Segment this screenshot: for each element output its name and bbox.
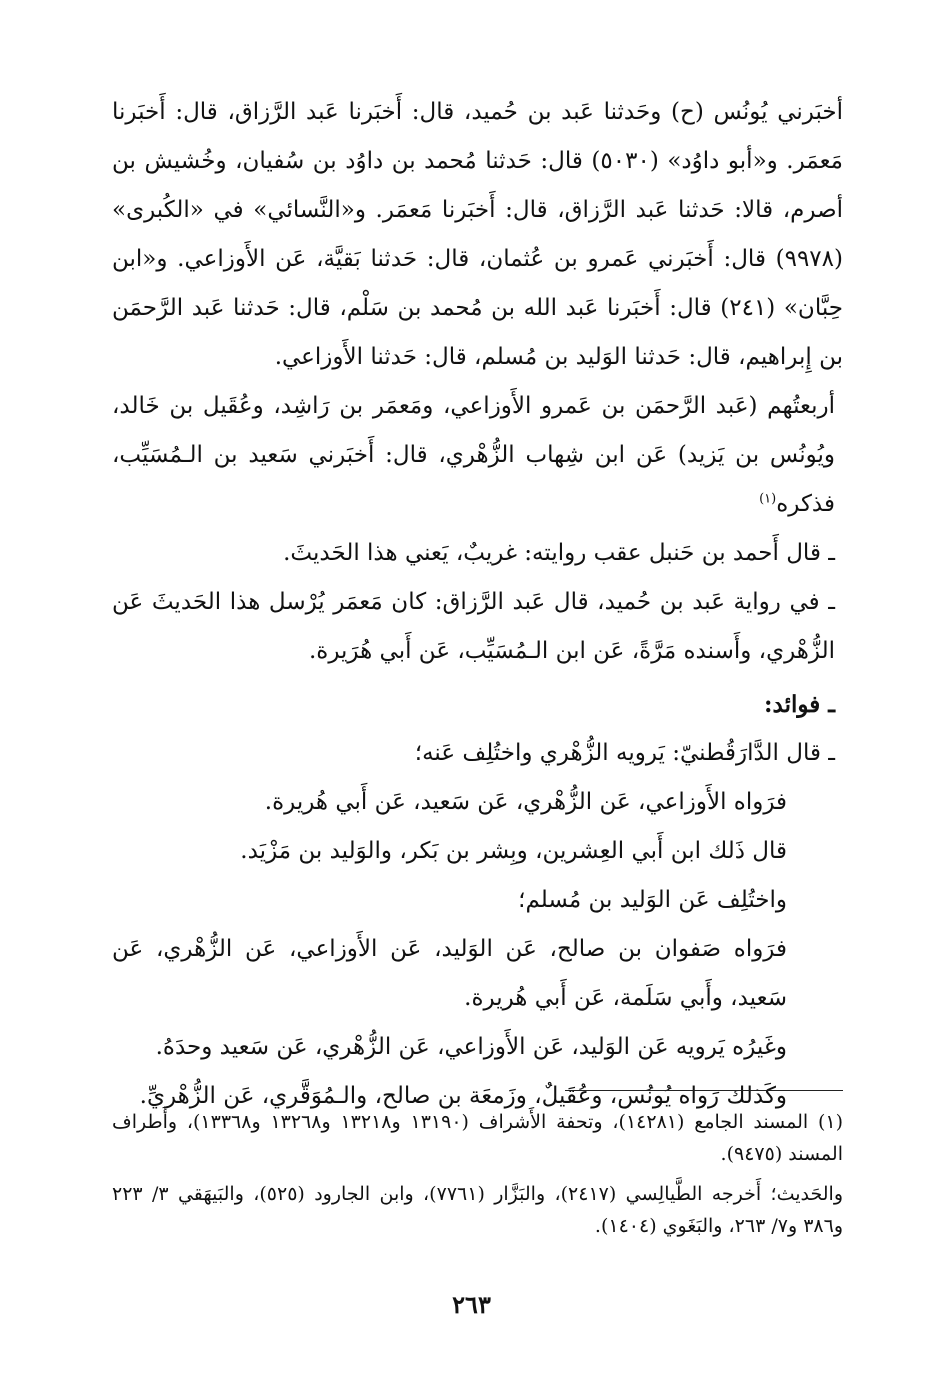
footnote-1-continuation: والحَديث؛ أَخرجه الطَّيالِسي (٢٤١٧)، والبَزَّار (٧٧٦١)، وابن الجارود (٥٢٥)، والبَيهَقي ٣/ ٢٢٣ و٣٨٦ و٧/ ٢٦٣، والبَغَوي (١٤٠٤). bbox=[112, 1183, 844, 1237]
awzai-riwaya-paragraph: فرَواه الأَوزاعي، عَن الزُّهْري، عَن سَعيد، عَن أَبي هُريرة. bbox=[264, 789, 787, 815]
benefits-heading: ـ فوائد: bbox=[764, 691, 835, 718]
footnotes bbox=[112, 1106, 843, 1242]
abd-riwaya-paragraph: ـ في رواية عَبد بن حُميد، قال عَبد الرَّزاق: كان مَعمَر يُرْسل هذا الحَديثَ عَن الزُّهْري، وأَسنده مَرَّةً، عَن ابن الـمُسَيِّب، عَن أَبي هُرَيرة. bbox=[112, 589, 835, 664]
daraqutni-paragraph: ـ قال الدَّارَقُطنيّ: يَرويه الزُّهْري واختُلِف عَنه؛ bbox=[414, 740, 835, 766]
yunus-riwaya-paragraph: وكَذلك رَواه يُونُس، وعُقَيلٌ، وزَمعَة بن صالح، والـمُوَقَّري، عَن الزُّهْريِّ. bbox=[139, 1083, 787, 1109]
footnote-divider bbox=[565, 1090, 843, 1091]
others-riwaya-paragraph: وغَيرُه يَرويه عَن الوَليد، عَن الأَوزاعي، عَن الزُّهْري، عَن سَعيد وحدَهُ. bbox=[155, 1034, 787, 1060]
chain-of-narration-paragraph: أخبَرني يُونُس (ح) وحَدثنا عَبد بن حُميد، قال: أَخبَرنا عَبد الرَّزاق، قال: أَخبَرنا مَعمَر. و«أبو داوُد» (٥٠٣٠) قال: حَدثنا مُحمد بن داوُد بن سُفيان، وخُشيش بن أصرم، قالا: حَدثنا عَبد الرَّزاق، قال: أَخبَرنا مَعمَر. و«النَّسائي» في «الكُبرى» (٩٩٧٨) قال: أَخبَرني عَمرو بن عُثمان، قال: حَدثنا بَقيَّة، عَن الأَوزاعي. و«ابن حِبَّان» (٢٤١) قال: أَخبَرنا عَبد الله بن مُحمد بن سَلْم، قال: حَدثنا عَبد الرَّحمَن بن إِبراهيم، قال: حَدثنا الوَليد بن مُسلم، قال: حَدثنا الأَوزاعي. bbox=[112, 99, 843, 370]
narrators-summary-paragraph bbox=[112, 382, 843, 529]
page-number: ٢٦٣ bbox=[452, 1290, 491, 1319]
main-text bbox=[112, 88, 843, 1121]
narrators-summary-text: أربعتُهم (عَبد الرَّحمَن بن عَمرو الأَوزاعي، ومَعمَر بن رَاشِد، وعُقَيل بن خَالد، ويُونُس بن يَزيد) عَن ابن شِهاب الزُّهْري، قال: أَخبَرني سَعيد بن الـمُسَيِّب، فذكره bbox=[112, 393, 835, 517]
footnote-ref: (١) bbox=[759, 491, 777, 507]
walid-ikhtilaf-paragraph: واختُلِف عَن الوَليد بن مُسلم؛ bbox=[518, 887, 787, 913]
safwan-riwaya-paragraph: فرَواه صَفوان بن صالح، عَن الوَليد، عَن الأَوزاعي، عَن الزُّهْري، عَن سَعيد، وأَبي سَلَمة، عَن أَبي هُريرة. bbox=[112, 936, 787, 1011]
ahmad-comment-paragraph: ـ قال أَحمد بن حَنبل عقب روايته: غريبٌ، يَعني هذا الحَديثَ. bbox=[283, 540, 835, 566]
footnote-1: (١) المسند الجامع (١٤٢٨١)، وتحفة الأَشراف (١٣١٩٠ و١٣٢١٨ و١٣٢٦٨ و١٣٣٦٨)، وأَطراف المسند (٩٤٧٥). bbox=[112, 1111, 844, 1165]
narrators-list-paragraph: قال ذَلك ابن أَبي العِشرين، وبِشر بن بَكر، والوَليد بن مَزْيَد. bbox=[240, 838, 787, 864]
